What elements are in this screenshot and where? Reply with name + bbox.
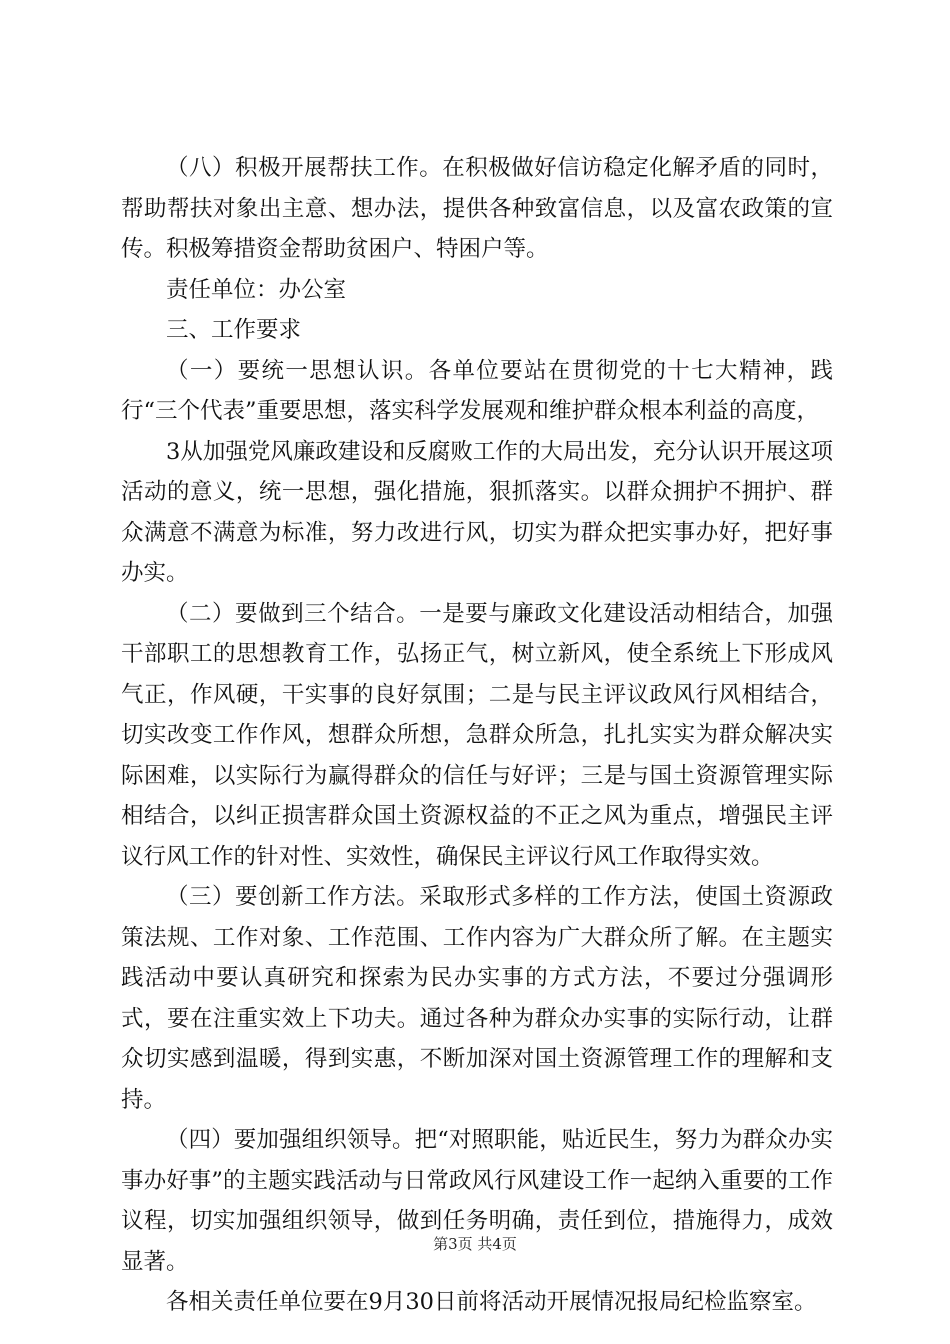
paragraph-deadline: 各相关责任单位要在9月30日前将活动开展情况报局纪检监察室。 xyxy=(166,1289,817,1315)
document-body xyxy=(121,148,833,1323)
section-heading-work-requirements: 三、工作要求 xyxy=(166,317,302,343)
paragraph-three-combinations: （二）要做到三个结合。一是要与廉政文化建设活动相结合，加强干部职工的思想教育工作，弘扬正气，树立新风，使全系统上下形成风气正，作风硬，干实事的良好氛围；二是与民主评议政风行风相结合，切实改变工作作风，想群众所想，急群众所急，扎扎实实为群众解决实际困难，以实际行为赢得群众的信任与好评；三是与国土资源管理实际相结合，以纠正损害群众国土资源权益的不正之风为重点，增强民主评议行风工作的针对性、实效性，确保民主评议行风工作取得实效。 xyxy=(121,600,833,870)
page-number-label: 第3页 共4页 xyxy=(433,1235,517,1253)
paragraph-unify-thinking: （一）要统一思想认识。各单位要站在贯彻党的十七大精神，践行“三个代表”重要思想，落实科学发展观和维护群众根本利益的高度， xyxy=(121,357,833,424)
paragraph-help-work: （八）积极开展帮扶工作。在积极做好信访稳定化解矛盾的同时，帮助帮扶对象出主意、想办法，提供各种致富信息，以及富农政策的宣传。积极筹措资金帮助贫困户、特困户等。 xyxy=(121,155,833,262)
paragraph-innovate-methods: （三）要创新工作方法。采取形式多样的工作方法，使国土资源政策法规、工作对象、工作范围、工作内容为广大群众所了解。在主题实践活动中要认真研究和探索为民办实事的方式方法，不要过分强调形式，要在注重实效上下功夫。通过各种为群众办实事的实际行动，让群众切实感到温暖，得到实惠，不断加深对国土资源管理工作的理解和支持。 xyxy=(121,884,833,1113)
paragraph-anti-corruption: 3从加强党风廉政建设和反腐败工作的大局出发，充分认识开展这项活动的意义，统一思想，强化措施，狠抓落实。以群众拥护不拥护、群众满意不满意为标准，努力改进行风，切实为群众把实事办好，把好事办实。 xyxy=(121,438,833,586)
paragraph-strengthen-leadership: （四）要加强组织领导。把“对照职能，贴近民生，努力为群众办实事办好事”的主题实践活动与日常政风行风建设工作一起纳入重要的工作议程，切实加强组织领导，做到任务明确，责任到位，措施得力，成效显著。 xyxy=(121,1127,833,1275)
page-footer xyxy=(0,1234,950,1254)
paragraph-responsible-unit: 责任单位：办公室 xyxy=(166,276,347,303)
